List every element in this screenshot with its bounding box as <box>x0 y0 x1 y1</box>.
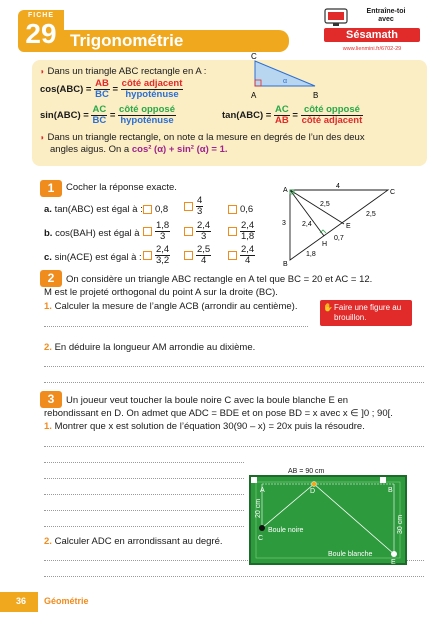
billiard-ab-label: AB = 90 cm <box>288 468 325 475</box>
ex1-fig-len-3: 3 <box>282 220 286 227</box>
ex1-c-option-3[interactable]: $\frac{2,4}{4}$ <box>228 245 255 266</box>
ex2-line1: On considère un triangle ABC rectangle en A tel que BC = 20 et AC = 12. <box>66 274 373 285</box>
ex1-fig-h: H <box>322 241 328 248</box>
ex1-fig-len-25b: 2,5 <box>366 211 376 218</box>
ex1-question-b: b. cos(BAH) est égal à : <box>44 228 145 239</box>
bullet-icon: ◗ <box>40 133 45 142</box>
checkbox[interactable] <box>184 202 193 211</box>
checkbox[interactable] <box>143 227 152 236</box>
answer-line[interactable] <box>44 576 424 577</box>
fig-a-label: A <box>251 91 257 100</box>
ex2-question-2: 2. En déduire la longueur AM arrondie au dixième. <box>44 342 256 353</box>
brand-url[interactable]: www.lienmini.fr/6702-29 <box>342 46 402 52</box>
checkbox[interactable] <box>184 251 193 260</box>
ex1-fig-e: E <box>346 223 351 230</box>
answer-line[interactable] <box>44 494 244 495</box>
exercise-1-title: Cocher la réponse exacte. <box>66 182 177 193</box>
tan-words: $\frac{\text{côté opposé}}{\text{côté adjacent}}$ <box>301 103 363 126</box>
ex3-line2: rebondissant en D. On admet que ADC = BDE et on pose BD = x avec x ∈ ]0 ; 90[. <box>44 408 393 419</box>
exercise-3-number: 3 <box>40 391 62 408</box>
ex1-fig-len-4: 4 <box>336 183 340 190</box>
billiard-noire-label: Boule noire <box>268 527 304 534</box>
ex1-c-option-2[interactable]: $\frac{2,5}{4}$ <box>184 245 211 266</box>
fig-b-label: B <box>313 91 319 100</box>
cos-words: $\frac{\text{côté adjacent}}{\text{hypoténuse}}$ <box>121 77 183 100</box>
cos-ratio: $\frac{AB}{BC}$ <box>95 77 109 100</box>
fiche-label: FICHE <box>28 12 54 19</box>
ex1-b-option-3[interactable]: $\frac{2,4}{1,8}$ <box>228 221 255 242</box>
answer-line[interactable] <box>44 326 308 327</box>
answer-line[interactable] <box>44 526 244 527</box>
sesamath-brand[interactable] <box>322 6 422 58</box>
identity-formula: cos² (α) + sin² (α) = 1. <box>131 144 228 155</box>
rappel-intro: ◗ Dans un triangle ABC rectangle en A : <box>40 66 207 77</box>
answer-line[interactable] <box>44 510 244 511</box>
tan-ratio: $\frac{AC}{AB}$ <box>275 103 289 126</box>
exercise-2-number: 2 <box>40 270 62 287</box>
ex1-fig-len-25a: 2,5 <box>320 201 330 208</box>
billiard-a-label: A <box>260 487 265 494</box>
billiard-d-label: D <box>310 488 316 495</box>
ex1-fig-a: A <box>283 187 288 194</box>
tan-formula: tan(ABC) = $\frac{AC}{AB}$ = $\frac{\text{côté opposé}}{\text{côté adjacent}}$ <box>222 103 363 126</box>
ex1-b-option-1[interactable]: $\frac{1,8}{3}$ <box>143 221 170 242</box>
ex1-fig-len-24: 2,4 <box>302 221 312 228</box>
ex1-b-option-2[interactable]: $\frac{2,4}{3}$ <box>184 221 211 242</box>
sin-words: $\frac{\text{côté opposé}}{\text{hypoténuse}}$ <box>119 103 175 126</box>
ex1-fig-len-07: 0,7 <box>334 235 344 242</box>
billiard-figure <box>248 466 418 566</box>
ex1-a-option-1[interactable]: 0,8 <box>143 204 168 216</box>
answer-line[interactable] <box>44 382 424 383</box>
checkbox[interactable] <box>228 227 237 236</box>
billiard-30cm-label: 30 cm <box>397 514 404 534</box>
billiard-e-label: E <box>391 559 396 566</box>
sin-lhs: sin(ABC) = <box>40 110 89 121</box>
rappel-line2a: ◗ Dans un triangle rectangle, on note α la mesure en degrés de l’un des deux <box>40 132 365 143</box>
ex2-line2: M est le projeté orthogonal du point A sur la droite (BC). <box>44 287 278 298</box>
ex3-question-2: 2. Calculer ADC en arrondissant au degré. <box>44 536 223 547</box>
cos-lhs: cos(ABC) = <box>40 84 92 95</box>
brand-line2: avec <box>378 16 394 23</box>
billiard-b-label: B <box>388 487 393 494</box>
thumb-icon: ✋ <box>323 303 333 312</box>
hint-box: ✋ Faire une figure au brouillon. <box>320 300 412 326</box>
billiard-blanche-label: Boule blanche <box>328 551 373 558</box>
ex1-question-a: a. tan(ABC) est égal à : <box>44 204 143 215</box>
ex1-triangle-figure <box>280 180 410 272</box>
ex3-line1: Un joueur veut toucher la boule noire C avec la boule blanche E en <box>66 395 349 406</box>
fiche-number: 29 <box>25 18 57 49</box>
checkbox[interactable] <box>184 227 193 236</box>
billiard-20cm-label: 20 cm <box>255 498 262 518</box>
page-title: Trigonométrie <box>70 31 184 50</box>
cos-formula: cos(ABC) = $\frac{AB}{BC}$ = $\frac{\text{côté adjacent}}{\text{hypoténuse}}$ <box>40 77 183 100</box>
bullet-icon: ◗ <box>40 67 45 76</box>
ex1-a-option-3[interactable]: 0,6 <box>228 204 253 216</box>
billiard-c-label: C <box>258 535 264 542</box>
footer-section: Géométrie <box>44 596 89 606</box>
ex2-question-1: 1. Calculer la mesure de l’angle ACB (arrondir au centième). <box>44 301 298 312</box>
answer-line[interactable] <box>44 446 424 447</box>
fig-c-label: C <box>251 53 257 61</box>
answer-line[interactable] <box>44 478 244 479</box>
tan-lhs: tan(ABC) = <box>222 110 272 121</box>
checkbox[interactable] <box>228 205 237 214</box>
checkbox[interactable] <box>143 205 152 214</box>
exercise-1-number: 1 <box>40 180 62 197</box>
brand-line1: Entraîne-toi <box>366 8 406 15</box>
ex1-fig-len-18: 1,8 <box>306 251 316 258</box>
brand-name: Sésamath <box>324 28 420 42</box>
checkbox[interactable] <box>143 251 152 260</box>
ex1-question-c: c. sin(ACE) est égal à : <box>44 252 142 263</box>
answer-line[interactable] <box>44 366 424 367</box>
ex1-c-option-1[interactable]: $\frac{2,4}{3,2}$ <box>143 245 170 266</box>
ex1-fig-c: C <box>390 189 396 196</box>
checkbox[interactable] <box>228 251 237 260</box>
computer-icon <box>324 8 348 28</box>
answer-line[interactable] <box>44 462 244 463</box>
fig-alpha-label: α <box>283 78 288 85</box>
rappel-line2b: angles aigus. On a cos² (α) + sin² (α) = 1. <box>50 144 228 155</box>
rappel-triangle-figure <box>245 53 335 103</box>
page-number: 36 <box>16 596 27 606</box>
ex3-question-1: 1. Montrer que x est solution de l’équation 30(90 – x) = 20x puis la résoudre. <box>44 421 365 432</box>
sin-ratio: $\frac{AC}{BC}$ <box>92 103 107 126</box>
ex1-fig-b: B <box>283 261 288 268</box>
sin-formula: sin(ABC) = $\frac{AC}{BC}$ = $\frac{\text{côté opposé}}{\text{hypoténuse}}$ <box>40 103 175 126</box>
ex1-a-option-2[interactable]: $\frac{4}{3}$ <box>184 196 203 217</box>
